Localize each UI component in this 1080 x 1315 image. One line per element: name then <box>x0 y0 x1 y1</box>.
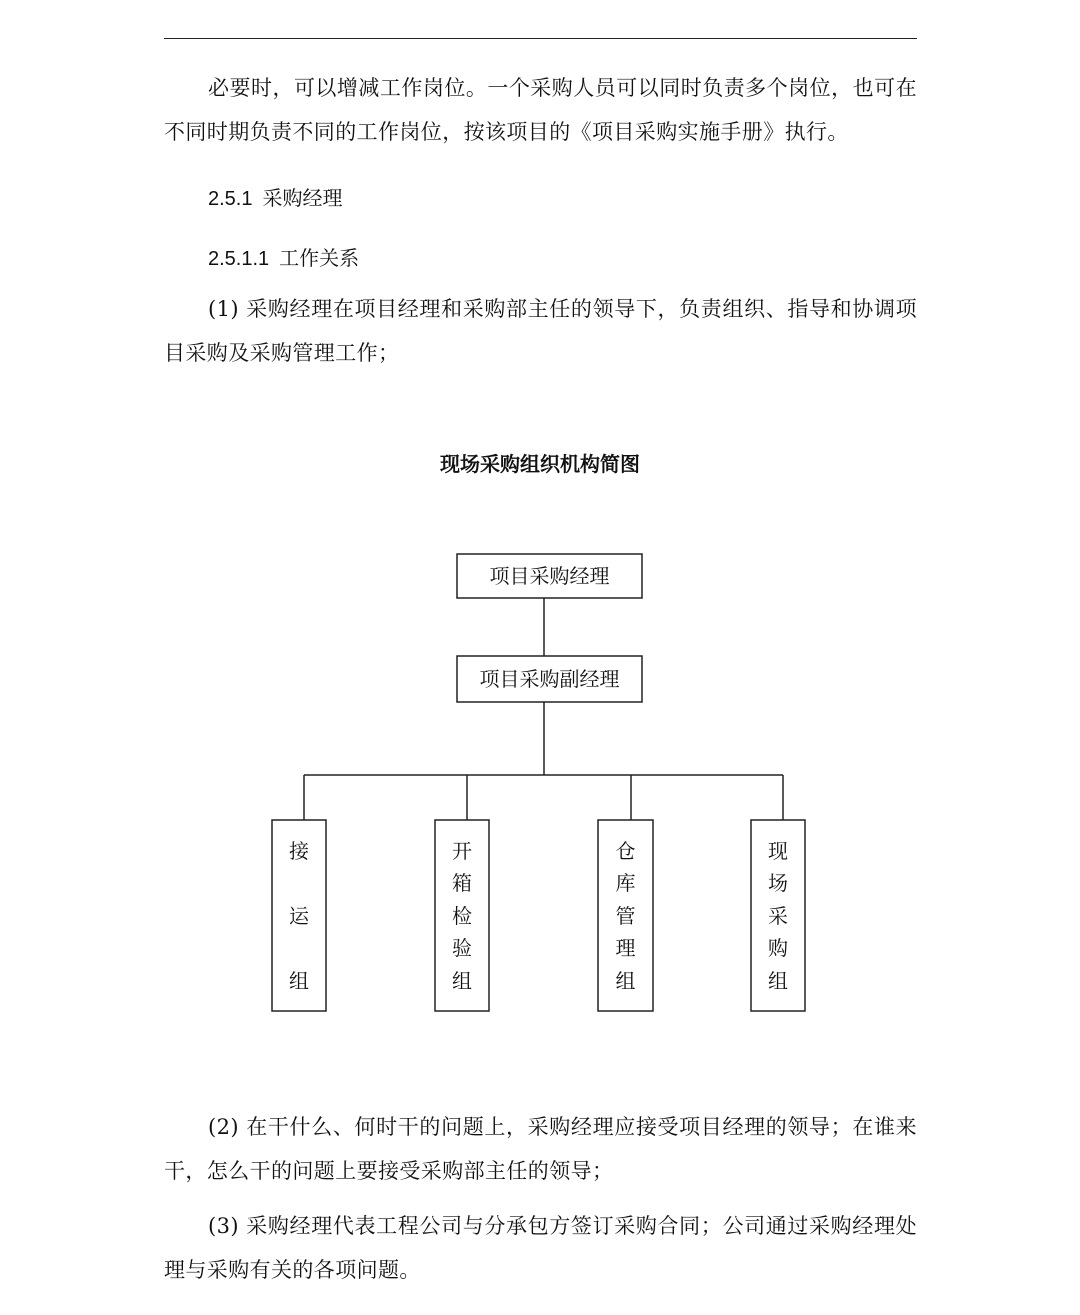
group-2-char: 组 <box>452 969 472 993</box>
paragraph-1: (1) 采购经理在项目经理和采购部主任的领导下，负责组织、指导和协调项目采购及采购管理工作； <box>164 297 917 365</box>
group-3-char: 理 <box>615 936 636 960</box>
group-2-char: 开 <box>452 839 472 863</box>
group-1-char: 接 <box>289 839 309 863</box>
heading-number: 2.5.1.1 <box>208 248 270 270</box>
paragraph-3: (3) 采购经理代表工程公司与分承包方签订采购合同；公司通过采购经理处理与采购有关的各项问题。 <box>164 1214 917 1282</box>
group-4-char: 购 <box>768 936 788 960</box>
heading-number: 2.5.1 <box>208 188 253 210</box>
box-group-4 <box>751 820 805 1011</box>
box-group-1 <box>272 820 326 1011</box>
heading-title: 工作关系 <box>279 246 360 270</box>
group-4-char: 场 <box>768 871 788 895</box>
box-deputy <box>457 656 642 702</box>
group-3-char: 库 <box>615 871 636 895</box>
box-group-2 <box>435 820 489 1011</box>
box-top <box>457 554 642 598</box>
paragraph-2: (2) 在干什么、何时干的问题上，采购经理应接受项目经理的领导；在谁来干，怎么干的问题上要接受采购部主任的领导； <box>164 1115 917 1183</box>
group-1-char: 组 <box>289 969 309 993</box>
group-4-char: 采 <box>768 904 788 928</box>
group-3-char: 组 <box>615 969 636 993</box>
group-1-char: 运 <box>289 904 309 928</box>
group-3-char: 仓 <box>615 839 636 863</box>
group-3-char: 管 <box>615 904 636 928</box>
group-4-char: 现 <box>768 839 788 863</box>
group-2-char: 验 <box>452 936 472 960</box>
diagram-title: 现场采购组织机构简图 <box>440 452 640 476</box>
group-2-char: 箱 <box>452 871 472 895</box>
group-2-char: 检 <box>452 904 472 928</box>
group-4-char: 组 <box>768 969 788 993</box>
box-deputy-label: 项目采购副经理 <box>479 667 620 691</box>
box-top-label: 项目采购经理 <box>489 564 610 588</box>
box-group-3 <box>598 820 653 1011</box>
org-connectors <box>304 598 783 820</box>
paragraph-intro: 必要时，可以增减工作岗位。一个采购人员可以同时负责多个岗位，也可在不同时期负责不同的工作岗位，按该项目的《项目采购实施手册》执行。 <box>164 76 917 144</box>
heading-title: 采购经理 <box>262 186 343 210</box>
